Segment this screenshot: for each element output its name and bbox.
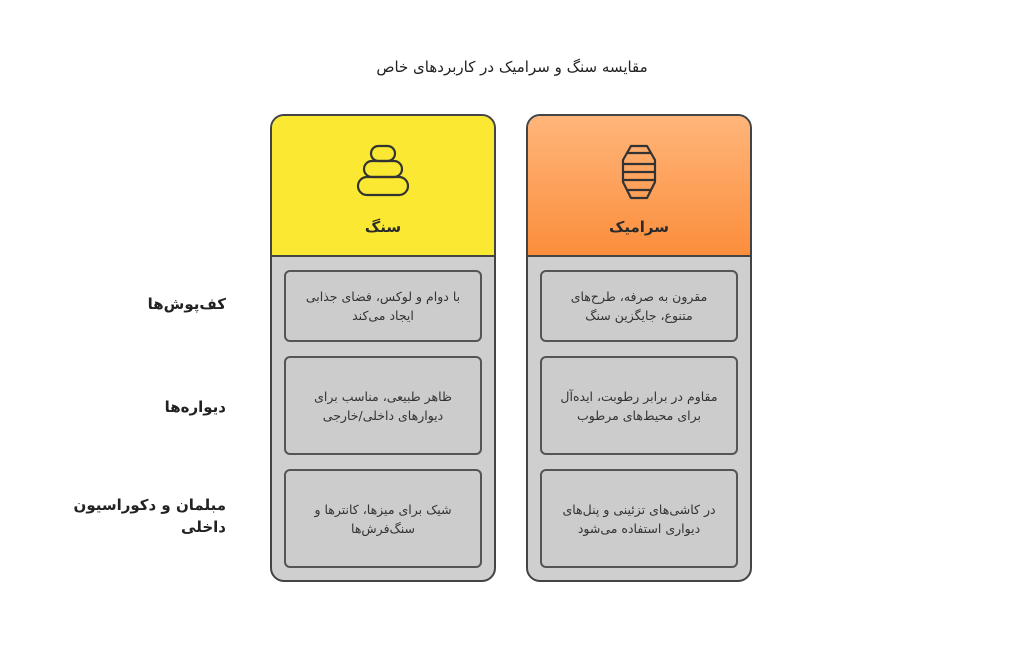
diagram-title: مقایسه سنگ و سرامیک در کاربردهای خاص [376, 58, 648, 76]
ceramic-walls-cell: مقاوم در برابر رطوبت، ایده‌آل برای محیط‌های مرطوب [540, 356, 738, 455]
ceramic-flooring-cell: مقرون به صرفه، طرح‌های متنوع، جایگزین سنگ [540, 270, 738, 342]
stone-flooring-cell: با دوام و لوکس، فضای جذابی ایجاد می‌کند [284, 270, 482, 342]
stacked-stones-icon [353, 142, 413, 202]
ceramic-header [528, 116, 750, 257]
row-label-flooring: کف‌پوش‌ها [147, 295, 226, 313]
stone-column [270, 114, 496, 582]
stone-header [272, 116, 494, 257]
ceramic-label: سرامیک [609, 218, 669, 236]
row-label-furniture: مبلمان و دکوراسیون داخلی [73, 496, 226, 536]
row-label-walls: دیواره‌ها [164, 398, 226, 416]
vase-icon [609, 142, 669, 202]
ceramic-column [526, 114, 752, 582]
stone-label: سنگ [364, 218, 402, 236]
stone-walls-cell: ظاهر طبیعی، مناسب برای دیوارهای داخلی/خارجی [284, 356, 482, 455]
ceramic-furniture-cell: در کاشی‌های تزئینی و پنل‌های دیواری استفاده می‌شود [540, 469, 738, 568]
stone-furniture-cell: شیک برای میزها، کانترها و سنگ‌فرش‌ها [284, 469, 482, 568]
